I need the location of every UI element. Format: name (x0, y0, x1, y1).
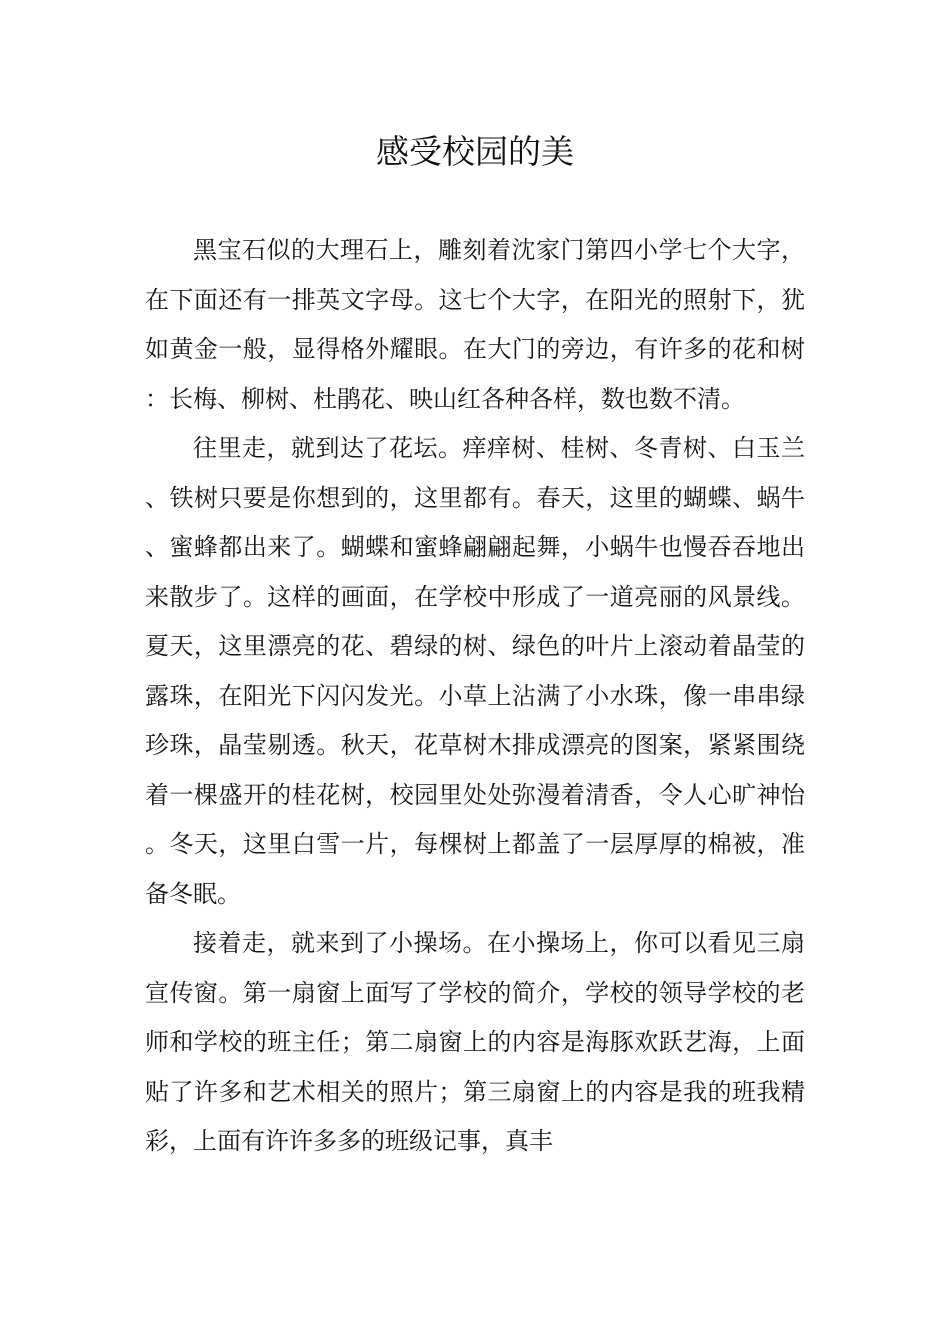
document-body (145, 226, 805, 1167)
document-title: 感受校园的美 (376, 132, 574, 171)
paragraph-1: 黑宝石似的大理石上，雕刻着沈家门第四小学七个大字，在下面还有一排英文字母。这七个大字，在阳光的照射下，犹如黄金一般，显得格外耀眼。在大门的旁边，有许多的花和树：长梅、柳树、杜鹃花、映山红各种各样，数也数不清。 (145, 236, 805, 413)
paragraph-2: 往里走，就到达了花坛。痒痒树、桂树、冬青树、白玉兰、铁树只要是你想到的，这里都有。春天，这里的蝴蝶、蜗牛、蜜蜂都出来了。蝴蝶和蜜蜂翩翩起舞，小蜗牛也慢吞吞地出来散步了。这样的画面，在学校中形成了一道亮丽的风景线。夏天，这里漂亮的花、碧绿的树、绿色的叶片上滚动着晶莹的露珠，在阳光下闪闪发光。小草上沾满了小水珠，像一串串绿珍珠，晶莹剔透。秋天，花草树木排成漂亮的图案，紧紧围绕着一棵盛开的桂花树，校园里处处弥漫着清香，令人心旷神怡。冬天，这里白雪一片，每棵树上都盖了一层厚厚的棉被，准备冬眠。 (145, 434, 805, 908)
paragraph-3: 接着走，就来到了小操场。在小操场上，你可以看见三扇宣传窗。第一扇窗上面写了学校的简介，学校的领导学校的老师和学校的班主任；第二扇窗上的内容是海豚欢跃艺海，上面贴了许多和艺术相关的照片；第三扇窗上的内容是我的班我精彩，上面有许许多多的班级记事，真丰 (145, 929, 805, 1155)
